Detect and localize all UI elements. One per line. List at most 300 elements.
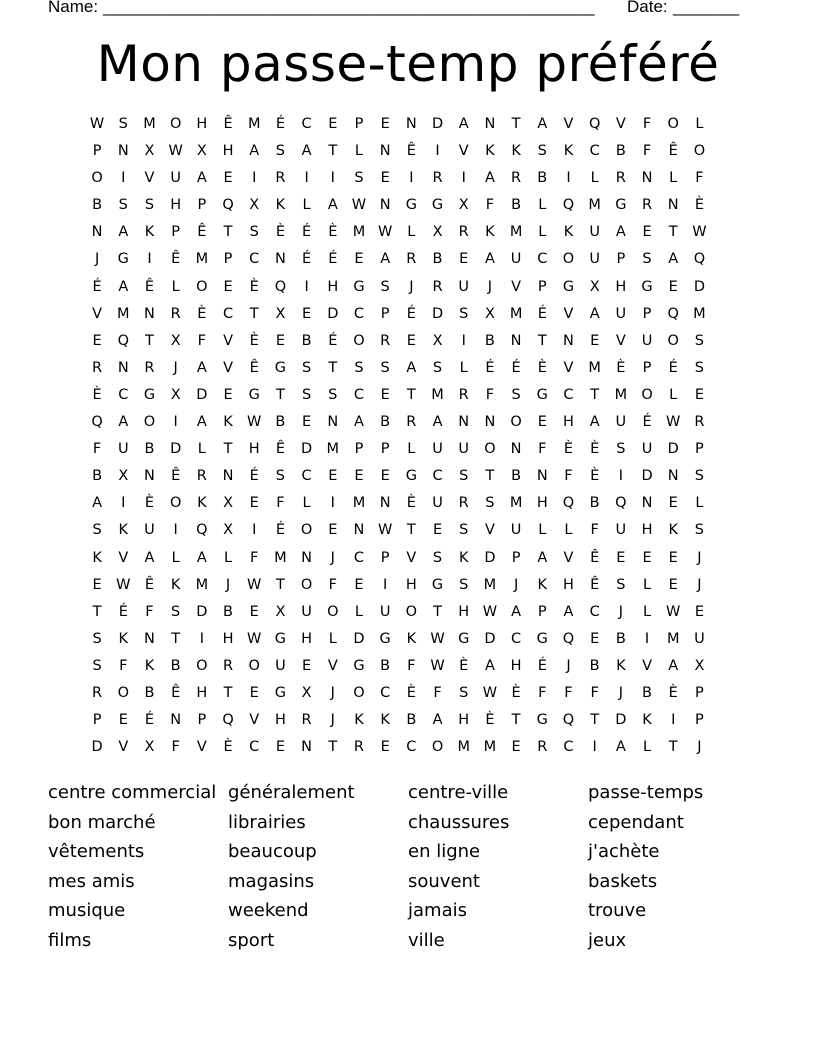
- grid-letter[interactable]: K: [144, 657, 155, 674]
- grid-letter[interactable]: H: [222, 630, 234, 647]
- grid-letter[interactable]: É: [668, 359, 678, 376]
- grid-letter[interactable]: U: [589, 251, 600, 268]
- grid-letter[interactable]: É: [406, 305, 416, 322]
- grid-letter[interactable]: A: [615, 739, 626, 756]
- grid-letter[interactable]: P: [354, 441, 364, 458]
- grid-letter[interactable]: N: [117, 143, 129, 160]
- grid-letter[interactable]: J: [330, 684, 335, 701]
- grid-letter[interactable]: È: [249, 278, 259, 295]
- grid-letter[interactable]: R: [615, 170, 626, 187]
- grid-letter[interactable]: V: [196, 739, 207, 756]
- grid-letter[interactable]: Ê: [197, 224, 207, 241]
- grid-letter[interactable]: U: [144, 522, 155, 539]
- grid-letter[interactable]: K: [406, 630, 417, 647]
- grid-letter[interactable]: T: [668, 224, 678, 241]
- grid-letter[interactable]: T: [145, 332, 154, 349]
- grid-letter[interactable]: A: [354, 414, 364, 431]
- grid-letter[interactable]: M: [509, 495, 523, 512]
- grid-letter[interactable]: S: [694, 468, 705, 485]
- grid-letter[interactable]: F: [590, 522, 599, 539]
- grid-letter[interactable]: W: [89, 116, 105, 132]
- grid-letter[interactable]: U: [379, 603, 391, 620]
- grid-letter[interactable]: W: [666, 414, 681, 431]
- grid-letter[interactable]: X: [170, 332, 181, 349]
- grid-letter[interactable]: W: [430, 657, 445, 674]
- grid-letter[interactable]: S: [92, 630, 102, 647]
- grid-letter[interactable]: P: [537, 278, 547, 295]
- grid-letter[interactable]: O: [405, 603, 418, 620]
- grid-letter[interactable]: È: [92, 386, 102, 403]
- grid-letter[interactable]: A: [615, 224, 626, 241]
- grid-letter[interactable]: È: [485, 712, 495, 729]
- grid-letter[interactable]: E: [354, 468, 364, 485]
- grid-letter[interactable]: Ê: [144, 278, 155, 295]
- grid-letter[interactable]: A: [118, 278, 129, 295]
- grid-letter[interactable]: A: [196, 359, 207, 376]
- grid-letter[interactable]: I: [435, 143, 440, 160]
- grid-letter[interactable]: K: [380, 712, 390, 729]
- grid-letter[interactable]: M: [693, 305, 706, 322]
- grid-letter[interactable]: D: [484, 630, 496, 647]
- grid-letter[interactable]: L: [642, 739, 652, 756]
- grid-letter[interactable]: S: [432, 359, 443, 376]
- grid-letter[interactable]: A: [511, 603, 522, 620]
- grid-letter[interactable]: Q: [562, 495, 575, 512]
- grid-letter[interactable]: S: [616, 576, 626, 593]
- grid-letter[interactable]: S: [694, 522, 705, 539]
- grid-letter[interactable]: O: [327, 603, 339, 620]
- grid-letter[interactable]: E: [275, 739, 285, 756]
- grid-letter[interactable]: W: [430, 630, 445, 647]
- grid-letter[interactable]: É: [537, 305, 547, 322]
- grid-letter[interactable]: V: [563, 359, 574, 376]
- grid-letter[interactable]: F: [407, 657, 416, 674]
- grid-letter[interactable]: M: [326, 441, 340, 458]
- grid-letter[interactable]: N: [641, 495, 653, 512]
- grid-letter[interactable]: A: [196, 170, 207, 187]
- grid-letter[interactable]: G: [458, 630, 470, 647]
- grid-letter[interactable]: W: [377, 224, 393, 241]
- grid-letter[interactable]: Ê: [171, 251, 181, 268]
- grid-letter[interactable]: O: [484, 441, 496, 458]
- grid-letter[interactable]: G: [274, 359, 287, 376]
- grid-letter[interactable]: E: [354, 251, 364, 268]
- grid-letter[interactable]: X: [275, 603, 286, 620]
- grid-letter[interactable]: N: [91, 224, 103, 241]
- grid-letter[interactable]: K: [458, 549, 469, 566]
- grid-letter[interactable]: B: [615, 143, 626, 160]
- grid-letter[interactable]: D: [615, 712, 627, 729]
- grid-letter[interactable]: I: [644, 630, 650, 647]
- grid-letter[interactable]: A: [537, 116, 548, 132]
- grid-letter[interactable]: T: [537, 332, 547, 349]
- grid-letter[interactable]: D: [693, 278, 705, 295]
- grid-letter[interactable]: P: [197, 712, 207, 729]
- grid-letter[interactable]: S: [380, 278, 390, 295]
- grid-letter[interactable]: P: [642, 359, 652, 376]
- grid-letter[interactable]: J: [173, 359, 178, 376]
- grid-letter[interactable]: S: [459, 576, 469, 593]
- grid-letter[interactable]: N: [144, 305, 155, 322]
- grid-letter[interactable]: S: [354, 359, 364, 376]
- grid-letter[interactable]: B: [92, 468, 103, 485]
- grid-letter[interactable]: T: [590, 386, 600, 403]
- grid-letter[interactable]: O: [510, 414, 522, 431]
- grid-letter[interactable]: È: [223, 739, 233, 756]
- grid-letter[interactable]: A: [380, 251, 391, 268]
- grid-letter[interactable]: U: [641, 441, 653, 458]
- grid-letter[interactable]: F: [485, 386, 495, 403]
- grid-letter[interactable]: N: [667, 468, 679, 485]
- grid-letter[interactable]: L: [538, 224, 547, 241]
- grid-letter[interactable]: X: [196, 143, 207, 160]
- grid-letter[interactable]: A: [668, 657, 679, 674]
- grid-letter[interactable]: Q: [562, 197, 575, 214]
- grid-letter[interactable]: E: [354, 576, 364, 593]
- grid-letter[interactable]: W: [168, 143, 183, 160]
- grid-letter[interactable]: E: [511, 739, 521, 756]
- grid-letter[interactable]: N: [301, 739, 313, 756]
- grid-letter[interactable]: A: [432, 712, 443, 729]
- grid-letter[interactable]: V: [118, 739, 129, 756]
- grid-letter[interactable]: C: [589, 603, 600, 620]
- grid-letter[interactable]: L: [695, 116, 704, 132]
- grid-letter[interactable]: A: [668, 251, 679, 268]
- grid-letter[interactable]: R: [511, 170, 522, 187]
- grid-letter[interactable]: A: [327, 197, 338, 214]
- grid-letter[interactable]: U: [275, 657, 286, 674]
- grid-letter[interactable]: F: [642, 143, 652, 160]
- grid-letter[interactable]: A: [458, 116, 469, 132]
- grid-letter[interactable]: S: [118, 197, 128, 214]
- grid-letter[interactable]: G: [615, 197, 627, 214]
- grid-letter[interactable]: P: [616, 251, 626, 268]
- grid-letter[interactable]: C: [537, 251, 548, 268]
- grid-letter[interactable]: D: [667, 441, 679, 458]
- grid-letter[interactable]: W: [692, 224, 707, 241]
- grid-letter[interactable]: P: [354, 116, 364, 132]
- grid-letter[interactable]: P: [92, 143, 102, 160]
- grid-letter[interactable]: X: [432, 332, 443, 349]
- grid-letter[interactable]: É: [328, 251, 338, 268]
- grid-letter[interactable]: V: [615, 332, 626, 349]
- grid-letter[interactable]: C: [432, 468, 443, 485]
- date-field[interactable]: _______: [673, 0, 740, 16]
- grid-letter[interactable]: I: [304, 170, 309, 187]
- grid-letter[interactable]: B: [170, 657, 181, 674]
- grid-letter[interactable]: E: [328, 522, 338, 539]
- grid-letter[interactable]: È: [197, 305, 207, 322]
- grid-letter[interactable]: P: [695, 712, 704, 729]
- grid-letter[interactable]: P: [223, 251, 233, 268]
- grid-letter[interactable]: B: [223, 603, 233, 620]
- grid-letter[interactable]: É: [485, 359, 495, 376]
- grid-letter[interactable]: A: [589, 414, 600, 431]
- grid-letter[interactable]: H: [274, 712, 286, 729]
- grid-letter[interactable]: B: [484, 332, 495, 349]
- grid-letter[interactable]: S: [92, 522, 102, 539]
- grid-letter[interactable]: G: [536, 630, 548, 647]
- grid-letter[interactable]: V: [458, 143, 469, 160]
- grid-letter[interactable]: G: [562, 278, 575, 295]
- grid-letter[interactable]: E: [432, 522, 443, 539]
- grid-letter[interactable]: O: [169, 116, 182, 132]
- grid-letter[interactable]: M: [143, 116, 156, 132]
- grid-letter[interactable]: E: [668, 495, 678, 512]
- grid-letter[interactable]: J: [618, 603, 623, 620]
- grid-letter[interactable]: N: [405, 116, 417, 132]
- grid-letter[interactable]: B: [589, 495, 600, 512]
- grid-letter[interactable]: N: [327, 414, 339, 431]
- grid-letter[interactable]: E: [302, 657, 312, 674]
- grid-letter[interactable]: Q: [562, 630, 575, 647]
- grid-letter[interactable]: T: [590, 712, 600, 729]
- grid-letter[interactable]: B: [432, 251, 443, 268]
- grid-letter[interactable]: I: [173, 522, 178, 539]
- grid-letter[interactable]: H: [196, 684, 208, 701]
- grid-letter[interactable]: M: [483, 576, 497, 593]
- grid-letter[interactable]: U: [641, 332, 653, 349]
- grid-letter[interactable]: I: [409, 170, 414, 187]
- grid-letter[interactable]: D: [196, 603, 208, 620]
- grid-letter[interactable]: F: [119, 657, 128, 674]
- grid-letter[interactable]: O: [431, 739, 444, 756]
- grid-letter[interactable]: È: [275, 224, 285, 241]
- grid-letter[interactable]: A: [432, 414, 443, 431]
- grid-letter[interactable]: G: [353, 657, 365, 674]
- grid-letter[interactable]: R: [694, 414, 705, 431]
- grid-letter[interactable]: S: [275, 143, 286, 160]
- grid-letter[interactable]: È: [616, 359, 626, 376]
- grid-letter[interactable]: C: [353, 305, 365, 322]
- grid-letter[interactable]: T: [249, 305, 259, 322]
- grid-letter[interactable]: A: [118, 414, 129, 431]
- grid-letter[interactable]: W: [351, 197, 367, 214]
- grid-letter[interactable]: P: [197, 197, 207, 214]
- grid-letter[interactable]: J: [94, 251, 100, 268]
- grid-letter[interactable]: I: [121, 170, 126, 187]
- grid-letter[interactable]: C: [563, 386, 574, 403]
- grid-letter[interactable]: V: [642, 657, 652, 674]
- grid-letter[interactable]: R: [458, 495, 469, 512]
- grid-letter[interactable]: I: [461, 170, 466, 187]
- grid-letter[interactable]: Q: [222, 712, 234, 729]
- grid-letter[interactable]: É: [537, 657, 547, 674]
- grid-letter[interactable]: R: [458, 386, 469, 403]
- grid-letter[interactable]: Q: [693, 251, 706, 268]
- grid-letter[interactable]: E: [380, 386, 390, 403]
- grid-letter[interactable]: O: [667, 332, 679, 349]
- grid-letter[interactable]: L: [642, 576, 652, 593]
- grid-letter[interactable]: L: [354, 603, 364, 620]
- grid-letter[interactable]: P: [380, 549, 390, 566]
- grid-letter[interactable]: V: [563, 305, 574, 322]
- grid-letter[interactable]: O: [667, 116, 679, 132]
- grid-letter[interactable]: I: [330, 170, 335, 187]
- grid-letter[interactable]: V: [144, 170, 155, 187]
- grid-letter[interactable]: H: [563, 576, 574, 593]
- grid-letter[interactable]: O: [353, 332, 365, 349]
- grid-letter[interactable]: V: [118, 549, 129, 566]
- grid-letter[interactable]: H: [301, 630, 313, 647]
- grid-letter[interactable]: T: [223, 684, 233, 701]
- grid-letter[interactable]: G: [379, 630, 391, 647]
- grid-letter[interactable]: É: [302, 251, 312, 268]
- grid-letter[interactable]: M: [509, 224, 523, 241]
- grid-letter[interactable]: È: [328, 224, 338, 241]
- grid-letter[interactable]: Q: [615, 495, 627, 512]
- grid-letter[interactable]: F: [695, 170, 704, 187]
- grid-letter[interactable]: B: [301, 332, 312, 349]
- grid-letter[interactable]: K: [537, 576, 548, 593]
- grid-letter[interactable]: U: [615, 305, 627, 322]
- grid-letter[interactable]: N: [484, 414, 496, 431]
- grid-letter[interactable]: O: [143, 414, 156, 431]
- grid-letter[interactable]: X: [144, 739, 155, 756]
- grid-letter[interactable]: B: [380, 414, 391, 431]
- grid-letter[interactable]: I: [199, 630, 204, 647]
- grid-letter[interactable]: T: [511, 116, 521, 132]
- grid-letter[interactable]: G: [353, 278, 365, 295]
- grid-letter[interactable]: S: [249, 224, 259, 241]
- grid-letter[interactable]: F: [485, 197, 495, 214]
- grid-letter[interactable]: C: [589, 143, 600, 160]
- grid-letter[interactable]: X: [458, 197, 469, 214]
- grid-letter[interactable]: J: [513, 576, 519, 593]
- grid-letter[interactable]: B: [275, 414, 286, 431]
- grid-letter[interactable]: F: [590, 684, 599, 701]
- grid-letter[interactable]: C: [353, 549, 365, 566]
- grid-letter[interactable]: O: [353, 684, 365, 701]
- grid-letter[interactable]: I: [304, 278, 309, 295]
- grid-letter[interactable]: Ê: [590, 549, 600, 566]
- grid-letter[interactable]: R: [537, 739, 548, 756]
- grid-letter[interactable]: T: [511, 712, 521, 729]
- grid-letter[interactable]: È: [249, 332, 259, 349]
- grid-letter[interactable]: S: [694, 332, 705, 349]
- grid-letter[interactable]: H: [170, 197, 182, 214]
- grid-letter[interactable]: E: [616, 549, 626, 566]
- grid-letter[interactable]: L: [669, 170, 678, 187]
- grid-letter[interactable]: V: [406, 549, 417, 566]
- grid-letter[interactable]: Q: [667, 305, 679, 322]
- grid-letter[interactable]: I: [618, 468, 623, 485]
- grid-letter[interactable]: N: [536, 468, 548, 485]
- grid-letter[interactable]: L: [407, 224, 416, 241]
- grid-letter[interactable]: R: [353, 739, 364, 756]
- grid-letter[interactable]: E: [668, 576, 678, 593]
- grid-letter[interactable]: Ê: [590, 576, 600, 593]
- grid-letter[interactable]: T: [328, 143, 338, 160]
- grid-letter[interactable]: X: [118, 468, 129, 485]
- grid-letter[interactable]: H: [563, 414, 574, 431]
- grid-letter[interactable]: W: [247, 576, 262, 593]
- grid-letter[interactable]: H: [641, 522, 653, 539]
- grid-letter[interactable]: O: [169, 495, 182, 512]
- grid-letter[interactable]: R: [432, 170, 443, 187]
- grid-letter[interactable]: A: [249, 143, 260, 160]
- grid-letter[interactable]: V: [327, 657, 338, 674]
- grid-letter[interactable]: U: [117, 441, 129, 458]
- grid-letter[interactable]: V: [615, 116, 626, 132]
- grid-letter[interactable]: S: [459, 522, 469, 539]
- grid-letter[interactable]: L: [669, 386, 678, 403]
- grid-letter[interactable]: Ê: [249, 359, 259, 376]
- grid-letter[interactable]: C: [511, 630, 522, 647]
- grid-letter[interactable]: R: [92, 359, 103, 376]
- grid-letter[interactable]: L: [564, 522, 573, 539]
- grid-letter[interactable]: B: [144, 441, 155, 458]
- grid-letter[interactable]: J: [566, 657, 571, 674]
- grid-letter[interactable]: B: [511, 468, 522, 485]
- grid-letter[interactable]: N: [301, 549, 313, 566]
- grid-letter[interactable]: V: [563, 549, 574, 566]
- grid-letter[interactable]: D: [431, 116, 444, 132]
- grid-letter[interactable]: O: [117, 684, 129, 701]
- grid-letter[interactable]: N: [117, 359, 129, 376]
- grid-letter[interactable]: N: [510, 441, 522, 458]
- grid-letter[interactable]: A: [301, 143, 312, 160]
- grid-letter[interactable]: P: [537, 603, 547, 620]
- grid-letter[interactable]: K: [668, 522, 678, 539]
- grid-letter[interactable]: G: [641, 278, 653, 295]
- grid-letter[interactable]: C: [249, 739, 260, 756]
- grid-letter[interactable]: V: [511, 278, 522, 295]
- grid-letter[interactable]: W: [482, 603, 498, 620]
- grid-letter[interactable]: H: [196, 116, 208, 132]
- grid-letter[interactable]: A: [484, 170, 495, 187]
- grid-letter[interactable]: M: [588, 197, 601, 214]
- grid-letter[interactable]: X: [144, 143, 155, 160]
- grid-letter[interactable]: M: [352, 224, 366, 241]
- grid-letter[interactable]: Q: [222, 197, 234, 214]
- grid-letter[interactable]: N: [379, 197, 391, 214]
- grid-letter[interactable]: È: [694, 197, 704, 214]
- grid-letter[interactable]: A: [196, 414, 207, 431]
- grid-letter[interactable]: K: [118, 630, 129, 647]
- grid-letter[interactable]: K: [118, 522, 129, 539]
- grid-letter[interactable]: V: [563, 116, 574, 132]
- grid-letter[interactable]: S: [459, 684, 469, 701]
- grid-letter[interactable]: O: [196, 657, 208, 674]
- grid-letter[interactable]: K: [275, 197, 286, 214]
- grid-letter[interactable]: L: [171, 549, 180, 566]
- grid-letter[interactable]: N: [222, 468, 234, 485]
- grid-letter[interactable]: N: [170, 712, 182, 729]
- grid-letter[interactable]: Ê: [144, 576, 155, 593]
- grid-letter[interactable]: F: [642, 116, 652, 132]
- grid-letter[interactable]: H: [615, 278, 627, 295]
- grid-letter[interactable]: O: [300, 522, 313, 539]
- grid-letter[interactable]: M: [509, 305, 523, 322]
- grid-letter[interactable]: D: [196, 386, 208, 403]
- grid-letter[interactable]: L: [538, 522, 547, 539]
- grid-letter[interactable]: N: [667, 197, 679, 214]
- grid-letter[interactable]: Q: [274, 278, 287, 295]
- grid-letter[interactable]: M: [117, 305, 130, 322]
- grid-letter[interactable]: E: [590, 630, 600, 647]
- grid-letter[interactable]: O: [562, 251, 575, 268]
- grid-letter[interactable]: I: [330, 495, 335, 512]
- grid-letter[interactable]: T: [223, 441, 233, 458]
- grid-letter[interactable]: C: [406, 739, 417, 756]
- grid-letter[interactable]: L: [171, 278, 180, 295]
- grid-letter[interactable]: D: [641, 468, 653, 485]
- grid-letter[interactable]: D: [301, 441, 313, 458]
- grid-letter[interactable]: S: [144, 197, 155, 214]
- grid-letter[interactable]: Ê: [171, 684, 181, 701]
- grid-letter[interactable]: B: [92, 197, 103, 214]
